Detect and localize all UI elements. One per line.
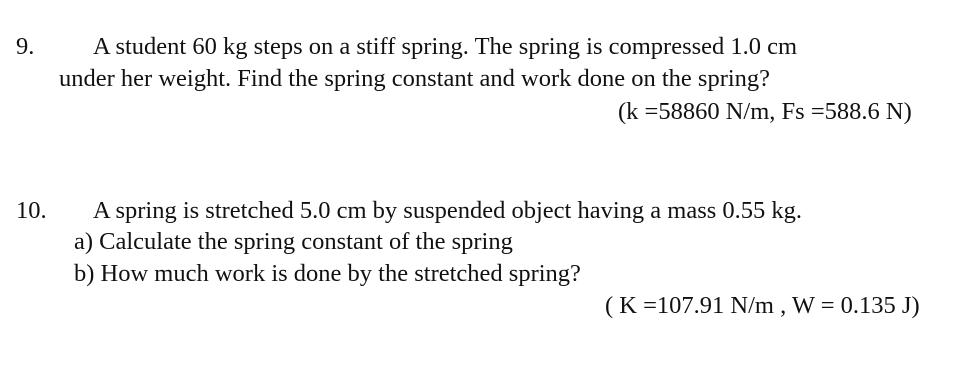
problem-answer: ( K =107.91 N/m , W = 0.135 J) xyxy=(605,292,920,319)
problem-text-line: a) Calculate the spring constant of the spring xyxy=(74,228,513,255)
problem-text-line: under her weight. Find the spring constant and work done on the spring? xyxy=(59,65,771,92)
problem-text-line: A spring is stretched 5.0 cm by suspended object having a mass 0.55 kg. xyxy=(93,197,803,224)
problem-text-line: b) How much work is done by the stretched spring? xyxy=(74,260,581,287)
problem-number: 9. xyxy=(16,33,35,60)
problem-number: 10. xyxy=(16,197,47,224)
problem-answer: (k =58860 N/m, Fs =588.6 N) xyxy=(618,98,912,125)
problem-text-line: A student 60 kg steps on a stiff spring. The spring is compressed 1.0 cm xyxy=(93,33,798,60)
